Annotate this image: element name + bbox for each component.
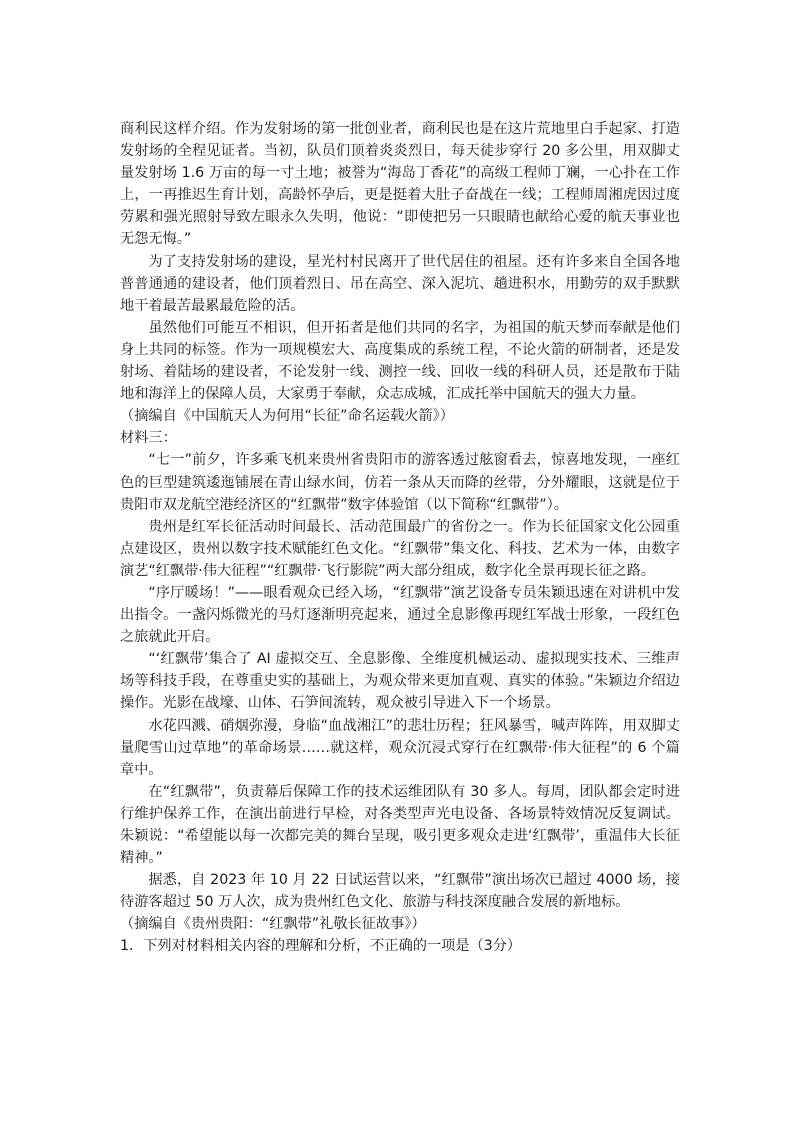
section-heading-material-3: 材料三： [120,430,177,447]
paragraph-statistics: 据悉，自 2023 年 10 月 22 日试运营以来，“红飘带”演出场次已超过 4000 场，接待游客超过 50 万人次，成为贵州红色文化、旅游与科技深度融合发展的新地标。 [120,872,680,911]
paragraph-immersive-scenes: 水花四溅、硝烟弥漫，身临“血战湘江”的悲壮历程；狂风暴雪，喊声阵阵，用双脚丈量爬雪山过草地”的革命场景……就这样，观众沉浸式穿行在红飘带·伟大征程”的 6 个篇章中。 [120,717,680,778]
document-body [120,118,680,958]
paragraph-pioneers: 虽然他们可能互不相识，但开拓者是他们共同的名字，为祖国的航天梦而奉献是他们身上共同的标签。作为一项规模宏大、高度集成的系统工程，不论火箭的研制者，还是发射场、着陆场的建设者，不论发射一线、测控一线、回收一线的科研人员，还是散布于陆地和海洋上的保障人员，大家勇于奉献，众志成城，汇成托举中国航天的强大力量。 [120,319,680,403]
paragraph-technology: “‘红飘带’集合了 AI 虚拟交互、全息影像、全维度机械运动、虚拟现实技术、三维声场等科技手段，在尊重史实的基础上，为观众带来更加直观、真实的体验。”朱颖边介绍边操作。光影在战壕、山体、石笋间流转，观众被引导进入下一个场景。 [120,651,680,712]
paragraph-red-ribbon-intro: “七一”前夕，许多乘飞机来贵州省贵阳市的游客透过舷窗看去，惊喜地发现，一座红色的巨型建筑逶迤铺展在青山绿水间，仿若一条从天而降的丝带，分外耀眼，这就是位于贵阳市双龙航空港经济区的“红飘带”数字体验馆（以下简称“红飘带”）。 [120,452,680,513]
source-citation-material-2: （摘编自《中国航天人为何用“长征”命名运载火箭》） [120,408,454,425]
question-1: 1．下列对材料相关内容的理解和分析，不正确的一项是（3分） [120,938,522,955]
paragraph-builders: 为了支持发射场的建设，星光村村民离开了世代居住的祖屋。还有许多来自全国各地普普通通的建设者，他们顶着烈日、吊在高空、深入泥坑、趟进积水，用勤劳的双手默默地干着最苦最累最危险的活。 [120,253,680,314]
paragraph-tech-team: 在“红飘带”，负责幕后保障工作的技术运维团队有 30 多人。每周，团队都会定时进行维护保养工作，在演出前进行早检，对各类型声光电设备、各场景特效情况反复调试。朱颖说：“希望能以每一次都完美的舞台呈现，吸引更多观众走进‘红飘带’，重温伟大长征精神。” [120,783,680,867]
paragraph-launch-site-founders: 商利民这样介绍。作为发射场的第一批创业者，商利民也是在这片荒地里白手起家、打造发射场的全程见证者。当初，队员们顶着炎炎烈日，每天徒步穿行 20 多公里，用双脚丈量发射场 1.6 万亩的每一寸土地；被誉为“海岛丁香花”的高级工程师丁斓，一心扑在工作上，一再推迟生育计划，高龄怀孕后，更是挺着大肚子奋战在一线；工程师周湘虎因过度劳累和强光照射导致左眼永久失明，他说：“即使把另一只眼睛也献给心爱的航天事业也无怨无悔。” [120,121,680,248]
paragraph-prelude-hall: “序厅暖场！”——眼看观众已经入场，“红飘带”演艺设备专员朱颖迅速在对讲机中发出指令。一盏闪烁微光的马灯逐渐明亮起来，通过全息影像再现红军战士形象，一段红色之旅就此开启。 [120,584,680,646]
source-citation-material-3: （摘编自《贵州贵阳：“红飘带”礼敬长征故事》） [120,916,426,933]
paragraph-guizhou-long-march: 贵州是红军长征活动时间最长、活动范围最广的省份之一。作为长征国家文化公园重点建设区，贵州以数字技术赋能红色文化。“红飘带”集文化、科技、艺术为一体，由数字演艺“红飘带·伟大征程”“红飘带·飞行影院”两大部分组成，数字化全景再现长征之路。 [120,518,680,579]
